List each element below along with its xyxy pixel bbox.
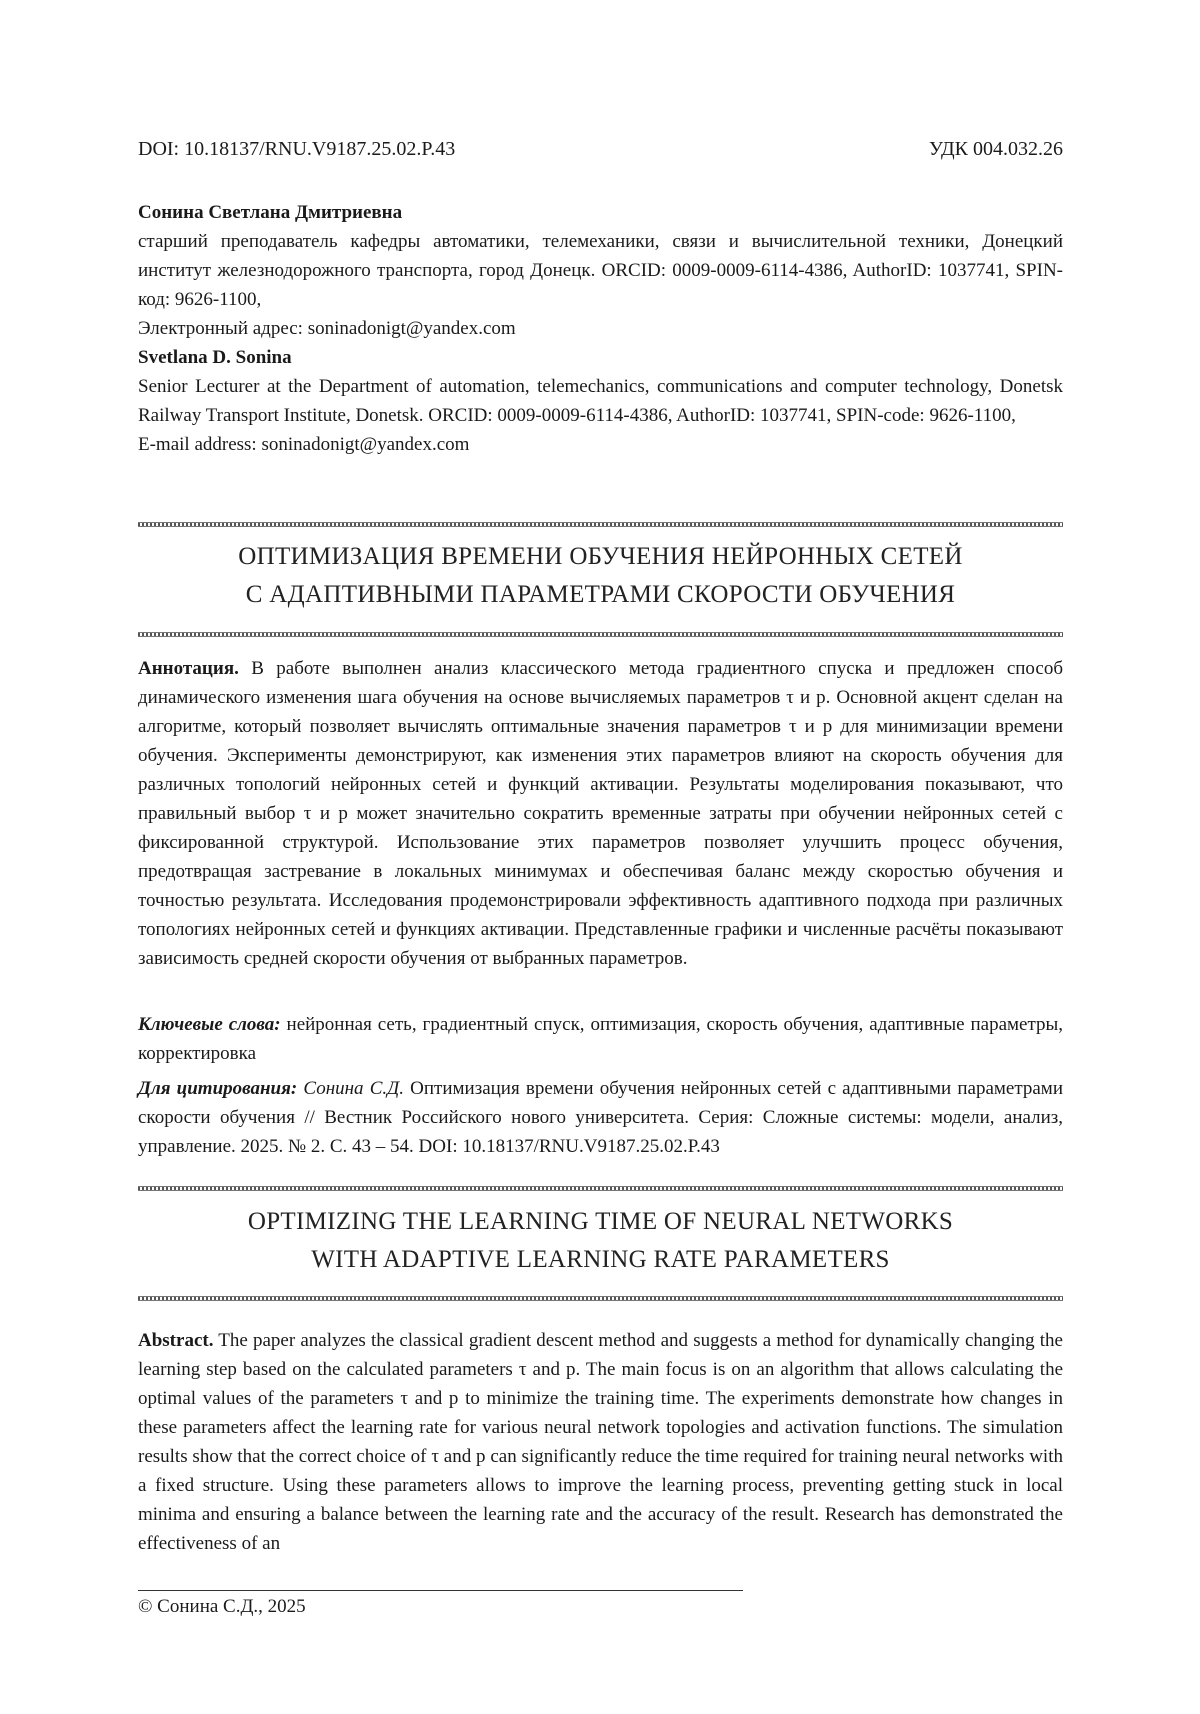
- decorative-divider: [138, 1186, 1063, 1191]
- decorative-divider: [138, 522, 1063, 527]
- page-header: [138, 138, 1063, 161]
- keywords-ru: [138, 1010, 1063, 1068]
- citation-ru-author: Сонина С.Д.: [297, 1078, 404, 1099]
- abstract-en-text: The paper analyzes the classical gradient descent method and suggests a method for dynamically changing the learning step based on the calculated parameters τ and p. The main focus is on an algorithm that allows calculating the optimal values of the parameters τ and p to minimize the training time. The experiments demonstrate how changes in these parameters affect the learning rate for various neural network topologies and activation functions. The simulation results show that the correct choice of τ and p can significantly reduce the time required for training neural networks with a fixed structure. Using these parameters allows to improve the learning process, preventing getting stuck in local minima and ensuring a balance between the learning rate and the accuracy of the result. Research has demonstrated the effectiveness of an: [138, 1330, 1063, 1554]
- article-title-en: [138, 1203, 1063, 1279]
- udk-label: УДК 004.032.26: [928, 138, 1063, 160]
- author-name-en: Svetlana D. Sonina: [138, 347, 292, 368]
- author-info: [138, 198, 1063, 459]
- abstract-ru: [138, 654, 1063, 973]
- copyright-note: © Сонина С.Д., 2025: [138, 1596, 306, 1617]
- citation-ru-label: Для цитирования:: [138, 1078, 298, 1099]
- abstract-ru-text: В работе выполнен анализ классического метода градиентного спуска и предложен способ динамического изменения шага обучения на основе вычисляемых параметров τ и p. Основной акцент сделан на алгоритме, который позволяет вычислять оптимальные значения параметров τ и p для минимизации времени обучения. Эксперименты демонстрируют, как изменения этих параметров влияют на скорость обучения для различных топологий нейронных сетей и функций активации. Результаты моделирования показывают, что правильный выбор τ и p может значительно сократить временные затраты при обучении нейронных сетей с фиксированной структурой. Использование этих параметров позволяет улучшить процесс обучения, предотвращая застревание в локальных минимумах и обеспечивая баланс между скоростью обучения и точностью результата. Исследования продемонстрировали эффективность адаптивного подхода при различных топологиях нейронных сетей и функциях активации. Представленные графики и численные расчёты показывают зависимость средней скорости обучения от выбранных параметров.: [138, 658, 1063, 969]
- article-title-ru: [138, 538, 1063, 614]
- abstract-en-label: Abstract.: [138, 1330, 214, 1351]
- author-name-ru: Сонина Светлана Дмитриевна: [138, 202, 403, 223]
- author-affiliation-ru: старший преподаватель кафедры автоматики, телемеханики, связи и вычислительной техники, Донецкий институт железнодорожного транспорта, город Донецк. ORCID: 0009-0009-6114-4386, AuthorID: 1037741, SPIN-код: 9626-1100,: [138, 231, 1063, 310]
- decorative-divider: [138, 632, 1063, 637]
- title-en-line-2: WITH ADAPTIVE LEARNING RATE PARAMETERS: [311, 1246, 890, 1273]
- author-email-ru: Электронный адрес: soninadonigt@yandex.com: [138, 318, 516, 339]
- keywords-ru-label: Ключевые слова:: [138, 1014, 281, 1035]
- title-ru-line-1: ОПТИМИЗАЦИЯ ВРЕМЕНИ ОБУЧЕНИЯ НЕЙРОННЫХ СЕТЕЙ: [238, 543, 963, 570]
- decorative-divider: [138, 1296, 1063, 1301]
- title-en-line-1: OPTIMIZING THE LEARNING TIME OF NEURAL NETWORKS: [247, 1208, 954, 1235]
- footnote-divider: [138, 1590, 743, 1591]
- abstract-ru-label: Аннотация.: [138, 658, 239, 679]
- abstract-en: [138, 1326, 1063, 1558]
- doi-label: DOI: 10.18137/RNU.V9187.25.02.P.43: [138, 138, 456, 160]
- author-affiliation-en: Senior Lecturer at the Department of automation, telemechanics, communications and computer technology, Donetsk Railway Transport Institute, Donetsk. ORCID: 0009-0009-6114-4386, AuthorID: 1037741, SPIN-code: 9626-1100,: [138, 376, 1063, 426]
- citation-ru-text: Оптимизация времени обучения нейронных сетей с адаптивными параметрами скорости обучения // Вестник Российского нового университета. Серия: Сложные системы: модели, анализ, управление. 2025. № 2. С. 43 – 54. DOI: 10.18137/RNU.V9187.25.02.P.43: [138, 1078, 1063, 1157]
- keywords-ru-text: нейронная сеть, градиентный спуск, оптимизация, скорость обучения, адаптивные параметры, корректировка: [138, 1014, 1064, 1064]
- citation-ru: [138, 1074, 1063, 1161]
- title-ru-line-2: С АДАПТИВНЫМИ ПАРАМЕТРАМИ СКОРОСТИ ОБУЧЕНИЯ: [245, 581, 956, 608]
- author-email-en: E-mail address: soninadonigt@yandex.com: [138, 434, 470, 455]
